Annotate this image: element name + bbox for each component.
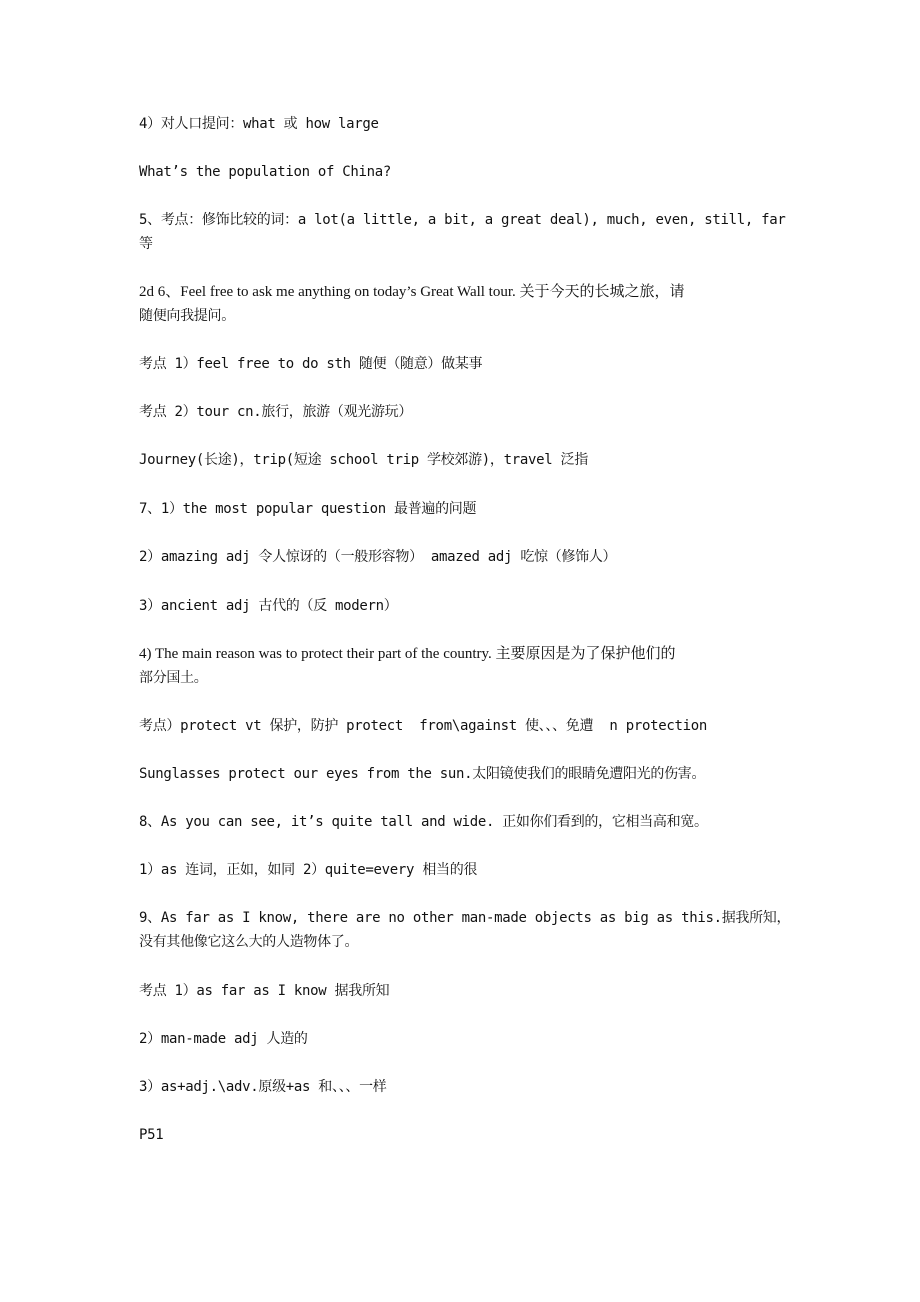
text-line: 4) The main reason was to protect their part of the country. 主要原因是为了保护他们的 (139, 646, 676, 662)
text-line: 4）对人口提问：what 或 how large (139, 116, 379, 132)
page-reference: P51 (139, 1127, 164, 1143)
text-line: 5、考点：修饰比较的词：a lot(a little, a bit, a great deal), much, even, still, far (139, 212, 786, 228)
text-line: 考点 1）feel free to do sth 随便（随意）做某事 (139, 356, 483, 372)
text-line: 考点 1）as far as I know 据我所知 (139, 983, 390, 999)
text-line: Journey(长途)，trip(短途 school trip 学校郊游)，travel 泛指 (139, 452, 588, 468)
text-line: Sunglasses protect our eyes from the sun.太阳镜使我们的眼睛免遭阳光的伤害。 (139, 766, 706, 782)
text-line: 3）as+adj.\adv.原级+as 和、、、一样 (139, 1079, 387, 1095)
text-line: 考点 2）tour cn.旅行，旅游（观光游玩） (139, 404, 413, 420)
text-line: 9、As far as I know, there are no other man-made objects as big as this.据我所知， (139, 910, 791, 926)
text-line: 2）man-made adj 人造的 (139, 1031, 308, 1047)
text-line: 1）as 连词，正如，如同 2）quite=every 相当的很 (139, 862, 478, 878)
text-line: 等 (139, 236, 153, 252)
text-line: 3）ancient adj 古代的（反 modern） (139, 598, 398, 614)
text-line: What’s the population of China? (139, 164, 391, 180)
text-line: 随便向我提问。 (139, 308, 235, 324)
text-line: 部分国土。 (139, 670, 208, 686)
text-line: 7、1）the most popular question 最普遍的问题 (139, 501, 477, 517)
text-line: 2d 6、Feel free to ask me anything on today’s Great Wall tour. 关于今天的长城之旅，请 (139, 284, 685, 300)
text-line: 8、As you can see, it’s quite tall and wide. 正如你们看到的，它相当高和宽。 (139, 814, 708, 830)
text-line: 2）amazing adj 令人惊讶的（一般形容物） amazed adj 吃惊（修饰人） (139, 549, 617, 565)
text-line: 考点）protect vt 保护，防护 protect from\against 使、、、免遭 n protection (139, 718, 707, 734)
text-line: 没有其他像它这么大的人造物体了。 (139, 934, 359, 950)
